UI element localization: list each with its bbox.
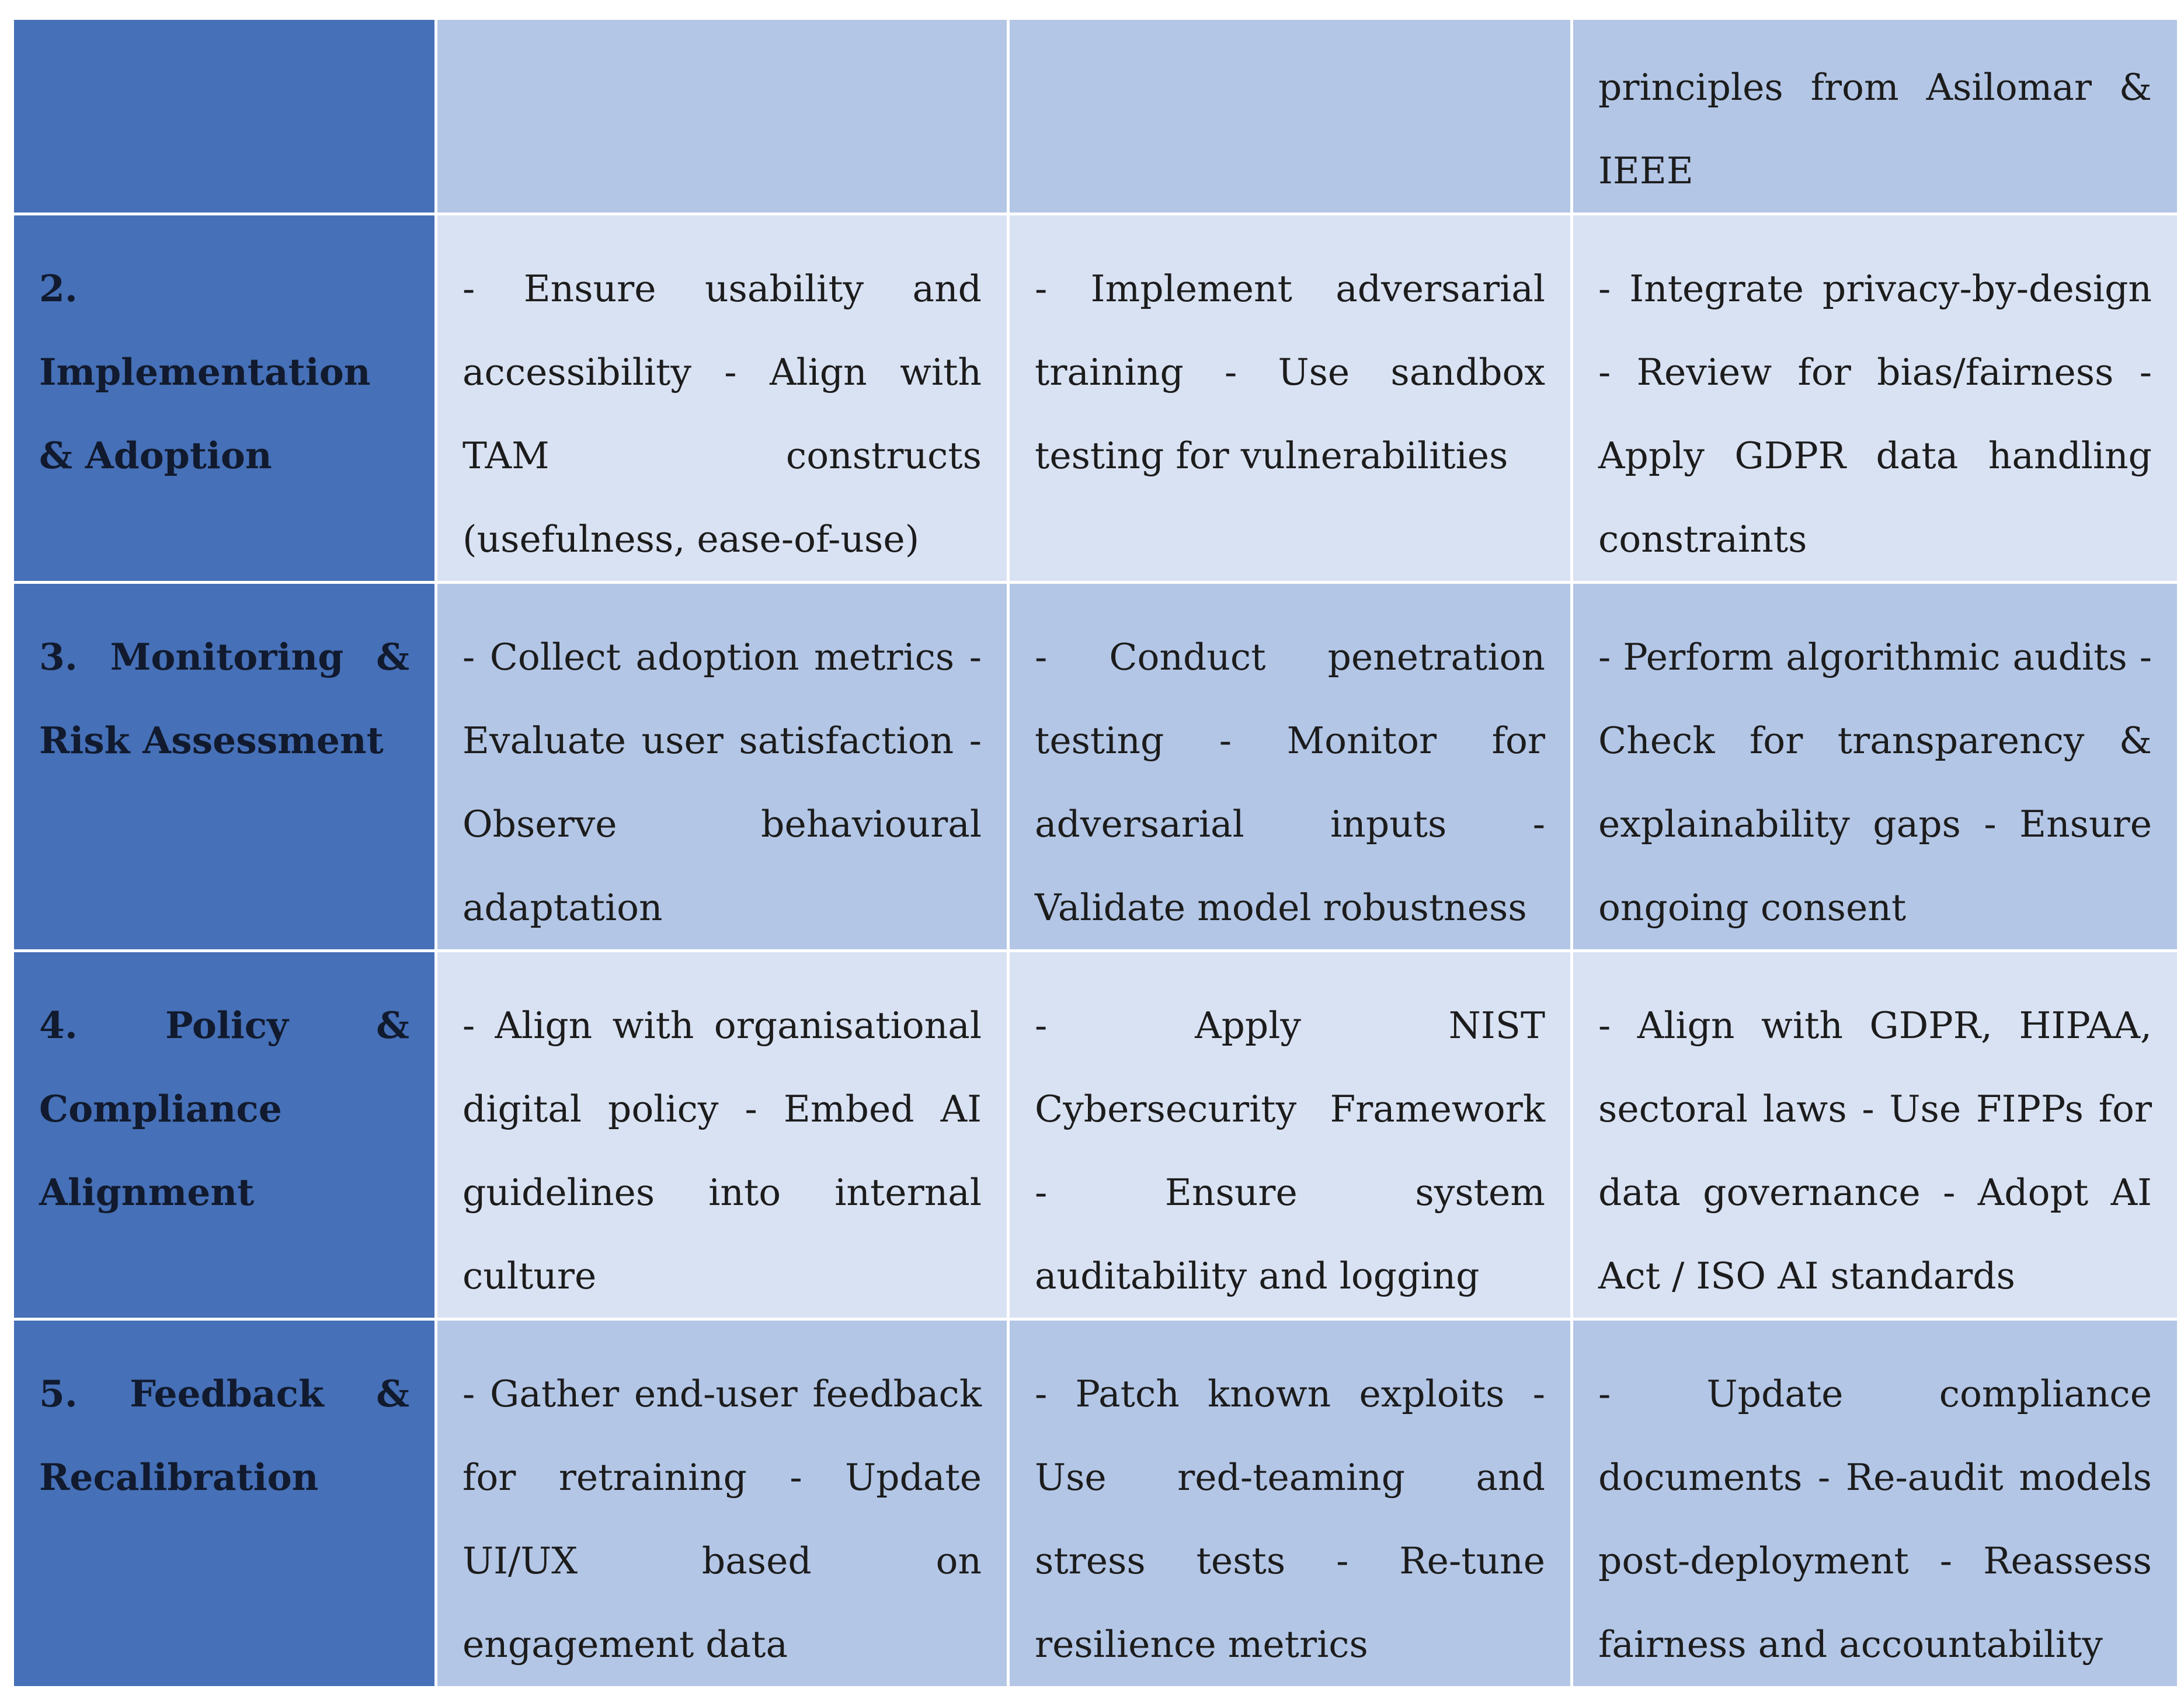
- usability-cell: - Collect adoption metrics - Evaluate user satisfaction - Observe behavioural adaptation: [437, 584, 1007, 949]
- table-row: [14, 1321, 2177, 1686]
- ethics-cell: - Update compliance documents - Re-audit models post-deployment - Reassess fairness and accountability: [1573, 1321, 2177, 1686]
- framework-table: [11, 17, 2180, 1689]
- security-cell: - Implement adversarial training - Use sandbox testing for vulnerabilities: [1010, 215, 1570, 581]
- security-cell: - Patch known exploits - Use red-teaming and stress tests - Re-tune resilience metrics: [1010, 1321, 1570, 1686]
- ethics-cell: - Integrate privacy-by-design - Review for bias/fairness - Apply GDPR data handling constraints: [1573, 215, 2177, 581]
- phase-cell: 3. Monitoring & Risk Assessment: [14, 584, 434, 949]
- phase-cell: 4. Policy & Compliance Alignment: [14, 952, 434, 1318]
- usability-cell: - Gather end-user feedback for retraining - Update UI/UX based on engagement data: [437, 1321, 1007, 1686]
- usability-cell: - Align with organisational digital policy - Embed AI guidelines into internal culture: [437, 952, 1007, 1318]
- security-cell: - Apply NIST Cybersecurity Framework - Ensure system auditability and logging: [1010, 952, 1570, 1318]
- table-row: [14, 584, 2177, 949]
- ethics-cell: - Perform algorithmic audits - Check for transparency & explainability gaps - Ensure ongoing consent: [1573, 584, 2177, 949]
- usability-cell: [437, 20, 1007, 213]
- phase-cell: [14, 20, 434, 213]
- security-cell: [1010, 20, 1570, 213]
- security-cell: - Conduct penetration testing - Monitor for adversarial inputs - Validate model robustness: [1010, 584, 1570, 949]
- usability-cell: - Ensure usability and accessibility - Align with TAM constructs (usefulness, ease-of-use): [437, 215, 1007, 581]
- table-row: [14, 20, 2177, 213]
- ethics-cell: - Align with GDPR, HIPAA, sectoral laws - Use FIPPs for data governance - Adopt AI Act / ISO AI standards: [1573, 952, 2177, 1318]
- table-row: [14, 215, 2177, 581]
- ethics-cell: principles from Asilomar & IEEE: [1573, 20, 2177, 213]
- phase-cell: 2. Implementation & Adoption: [14, 215, 434, 581]
- table-row: [14, 952, 2177, 1318]
- phase-cell: 5. Feedback & Recalibration: [14, 1321, 434, 1686]
